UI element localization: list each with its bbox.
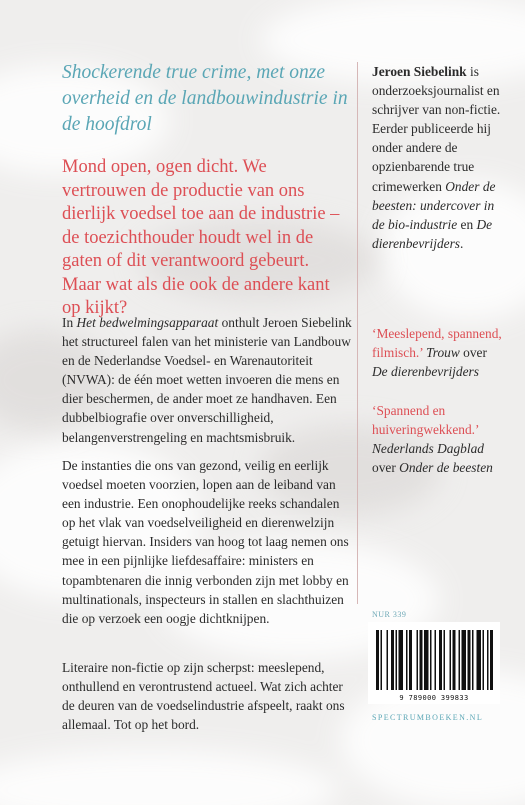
hook-paragraph: Mond open, ogen dicht. We vertrouwen de productie van ons dierlijk voedsel toe aan de industrie – de toezichthouder houdt wel in de gaten of dit verantwoord gebeurt. Maar wat als die ook de andere kant op kijkt?	[62, 157, 340, 318]
barcode-bar	[450, 630, 452, 690]
barcode-bar	[391, 630, 394, 690]
barcode-bar	[487, 630, 489, 690]
barcode-bar	[387, 630, 389, 690]
barcode-bar	[409, 630, 412, 690]
barcode-bar	[459, 630, 461, 690]
bio-text-3: .	[460, 235, 464, 251]
p1-intro: In	[62, 315, 77, 330]
quote-connector: over	[459, 345, 487, 361]
barcode-bar	[381, 630, 383, 690]
barcode-bars	[368, 622, 500, 704]
barcode-bar	[417, 630, 419, 690]
barcode-bar	[490, 630, 493, 690]
column-divider	[357, 62, 358, 604]
bio-text-2: en	[457, 216, 477, 232]
barcode-bar	[483, 630, 485, 690]
barcode-bar	[462, 630, 467, 690]
bio-book-1: Onder de beesten: undercover in de bio-industrie	[372, 178, 496, 232]
quote-book: Onder de beesten	[399, 460, 493, 476]
barcode-bar	[472, 630, 474, 690]
barcode-bar	[424, 630, 429, 690]
barcode-bar	[435, 630, 437, 690]
barcode-bar	[376, 630, 379, 690]
isbn-barcode	[368, 622, 500, 704]
barcode-bar	[439, 630, 442, 690]
nur-code: NUR 339	[372, 610, 407, 619]
barcode-bar	[420, 630, 423, 690]
p1-rest: onthult Jeroen Siebelink het structureel falen van het ministerie van Landbouw en de Nederlandse Voedsel- en Warenautoriteit (NVWA): de één moet wetten invoeren die mens en dier beschermen, de ander moet ze handhaven. Een dubbelbiografie over onverschilligheid, belangenverstrengeling en machtsmisbruik.	[62, 315, 352, 445]
bio-text-1: is onderzoeksjournalist en schrijver van non-fictie. Eerder publiceerde hij onder andere de opzienbarende true crimewerken	[372, 64, 501, 194]
quote-text: ‘Meeslepend, spannend, filmisch.’	[372, 326, 502, 361]
bio-book-2: De dierenbevrijders	[372, 216, 493, 251]
author-name: Jeroen Siebelink	[372, 64, 467, 79]
review-quote-1	[372, 324, 502, 381]
book-title: Het bedwelmingsapparaat	[76, 315, 219, 330]
barcode-bar	[477, 630, 482, 690]
quote-source: Nederlands Dagblad	[372, 441, 484, 457]
barcode-bar	[444, 630, 446, 690]
author-bio	[372, 62, 502, 253]
barcode-bar	[399, 630, 404, 690]
barcode-bar	[430, 630, 432, 690]
quote-book: De dierenbevrijders	[372, 364, 479, 380]
body-paragraph-2: De instanties die ons van gezond, veilig en eerlijk voedsel moeten voorzien, lopen aan de leiband van een industrie. Een onophoudelijke reeks schandalen op het vlak van voedselveiligheid en dierenwelzijn getuigt hiervan. Insiders van hoog tot laag nemen ons mee in een pijnlijke liefdesaffaire: ministers en topambtenaren die innig verbonden zijn met lobby en multinationals, inspecteurs in stallen en slachthuizen die op verzoek een oogje dichtknijpen.	[62, 458, 349, 626]
body-paragraph-1	[62, 313, 352, 447]
barcode-bar	[396, 630, 398, 690]
barcode-bar	[468, 630, 471, 690]
barcode-bar	[453, 630, 456, 690]
tagline: Shockerende true crime, met onze overheid en de landbouwindustrie in de hoofdrol	[62, 62, 348, 135]
isbn-digits: 9 789000 399833	[399, 694, 469, 702]
barcode-bar	[406, 630, 408, 690]
review-quote-2	[372, 401, 502, 477]
publisher-website: SPECTRUMBOEKEN.NL	[372, 713, 484, 722]
quote-text: ‘Spannend en huiveringwekkend.’	[372, 403, 479, 438]
quote-source: Trouw	[426, 345, 460, 361]
quote-connector: over	[372, 460, 400, 476]
body-paragraph-3: Literaire non-fictie op zijn scherpst: meeslepend, onthullend en verontrustend actueel. Wat zich achter de deuren van de voedselindustrie afspeelt, raakt ons allemaal. Tot op het bord.	[62, 660, 345, 733]
